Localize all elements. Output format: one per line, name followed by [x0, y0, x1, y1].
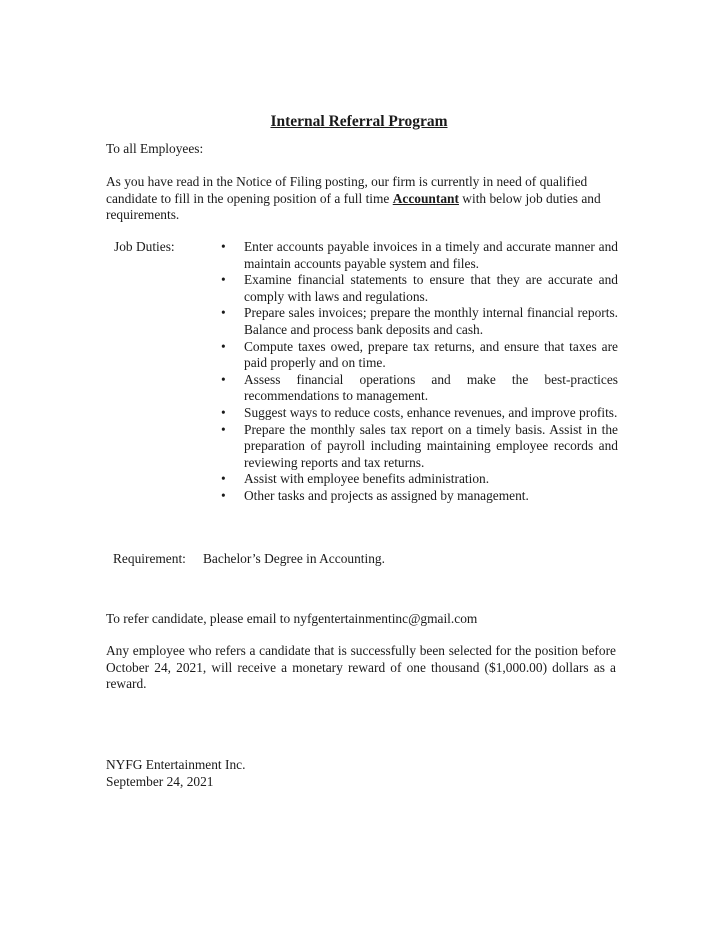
list-item [218, 272, 618, 305]
company-name: NYFG Entertainment Inc. [106, 757, 246, 772]
list-item [218, 422, 618, 472]
job-duties-list [218, 239, 618, 505]
signature-block [106, 757, 245, 790]
duty-text: Compute taxes owed, prepare tax returns, and ensure that taxes are paid properly and on time. [244, 338, 618, 371]
document-date: September 24, 2021 [106, 773, 214, 789]
list-item [218, 305, 618, 338]
bullet-icon: • [221, 338, 226, 354]
duty-text: Enter accounts payable invoices in a timely and accurate manner and maintain accounts payable system and files. [244, 239, 618, 271]
bullet-icon: • [221, 404, 226, 420]
requirement-line [113, 551, 385, 568]
bullet-icon: • [221, 421, 226, 437]
duty-text: Prepare the monthly sales tax report on a timely basis. Assist in the preparation of payroll including maintaining employee records and reviewing reports and tax returns. [244, 421, 618, 470]
list-item [218, 339, 618, 372]
referral-instructions: To refer candidate, please email to nyfgentertainmentinc@gmail.com [106, 611, 478, 626]
intro-text-before: As you have read in the Notice of Filing posting, our firm is currently in need of qualified candidate to fill in the opening position of a full time [106, 174, 588, 206]
bullet-icon: • [221, 239, 226, 254]
duty-text: Assess financial operations and make the best-practices recommendations to management. [244, 371, 618, 404]
bullet-icon: • [221, 487, 226, 503]
duty-text: Other tasks and projects as assigned by management. [244, 487, 529, 503]
intro-text-after: with below job duties and requirements. [106, 190, 601, 223]
intro-paragraph [106, 174, 616, 224]
duty-text: Assist with employee benefits administration. [244, 471, 490, 487]
bullet-icon: • [221, 471, 226, 487]
duty-text: Suggest ways to reduce costs, enhance revenues, and improve profits. [244, 404, 618, 420]
bullet-icon: • [221, 272, 226, 288]
job-duties-label: Job Duties: [114, 239, 175, 254]
duty-text: Prepare sales invoices; prepare the monthly internal financial reports. Balance and process bank deposits and cash. [244, 305, 618, 337]
requirement-value: Bachelor’s Degree in Accounting. [203, 551, 385, 566]
list-item [218, 471, 618, 488]
list-item [218, 405, 618, 422]
bullet-icon: • [221, 371, 226, 387]
position-title: Accountant [392, 190, 459, 206]
duty-text: Examine financial statements to ensure that they are accurate and comply with laws and regulations. [244, 272, 618, 304]
list-item [218, 372, 618, 405]
requirement-label: Requirement: [113, 551, 186, 566]
bullet-icon: • [221, 305, 226, 321]
page-title: Internal Referral Program [270, 113, 448, 130]
list-item [218, 488, 618, 505]
reward-paragraph: Any employee who refers a candidate that is successfully been selected for the position before October 24, 2021, will receive a monetary reward of one thousand ($1,000.00) dollars as a reward. [106, 643, 616, 692]
list-item [218, 239, 618, 272]
salutation: To all Employees: [106, 141, 204, 156]
